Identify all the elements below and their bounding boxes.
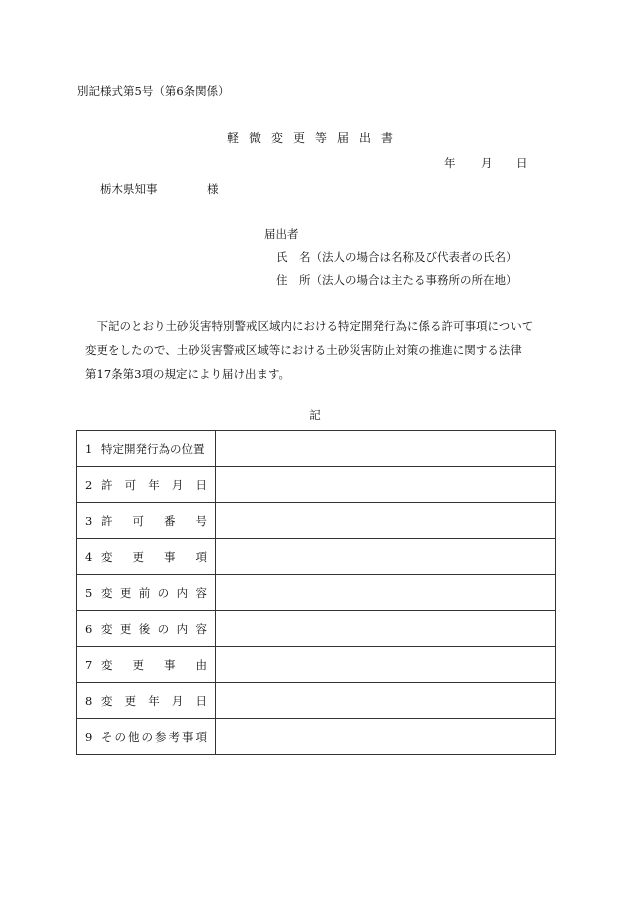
- table-row: [77, 539, 556, 575]
- table-row: [77, 719, 556, 755]
- applicant-address-line: 住 所（法人の場合は主たる事務所の所在地）: [276, 273, 518, 287]
- table-row: [77, 683, 556, 719]
- item-number: 5: [85, 585, 93, 600]
- body-paragraph: [85, 314, 555, 386]
- item-label-cell: [77, 539, 216, 575]
- table-row: [77, 575, 556, 611]
- item-label: 変 更 事 項: [101, 549, 207, 564]
- item-label: 許 可 番 号: [101, 513, 207, 528]
- item-label-cell: [77, 431, 216, 467]
- item-label: 変 更 後 の 内 容: [101, 621, 207, 636]
- item-value-field[interactable]: [216, 719, 556, 755]
- table-row: [77, 647, 556, 683]
- body-line-1: 下記のとおり土砂災害特別警戒区域内における特定開発行為に係る許可事項について: [85, 319, 534, 333]
- date-day-label: 日: [516, 156, 528, 170]
- item-label: 変 更 前 の 内 容: [101, 585, 207, 600]
- item-value-field[interactable]: [216, 575, 556, 611]
- item-value-field[interactable]: [216, 611, 556, 647]
- item-label-cell: [77, 719, 216, 755]
- table-row: [77, 467, 556, 503]
- item-number: 1: [85, 441, 93, 456]
- table-row: [77, 503, 556, 539]
- table-row: [77, 611, 556, 647]
- item-label: 許 可 年 月 日: [101, 477, 207, 492]
- item-label-cell: [77, 503, 216, 539]
- item-number: 3: [85, 513, 93, 528]
- item-number: 4: [85, 549, 93, 564]
- item-value-field[interactable]: [216, 467, 556, 503]
- item-value-field[interactable]: [216, 431, 556, 467]
- table-row: [77, 431, 556, 467]
- item-label-cell: [77, 575, 216, 611]
- item-value-field[interactable]: [216, 503, 556, 539]
- item-number: 7: [85, 657, 93, 672]
- item-label: そ の 他 の 参 考 事 項: [101, 729, 207, 744]
- body-line-2: 変更をしたので、土砂災害警戒区域等における土砂災害防止対策の推進に関する法律: [85, 343, 522, 357]
- item-label: 変 更 事 由: [101, 657, 207, 672]
- applicant-name-line: 氏 名（法人の場合は名称及び代表者の氏名）: [276, 250, 518, 264]
- item-label-cell: [77, 647, 216, 683]
- item-number: 2: [85, 477, 93, 492]
- date-month-label: 月: [481, 156, 493, 170]
- item-label-cell: [77, 683, 216, 719]
- document-title: 軽微変更等届出書: [226, 131, 403, 145]
- body-line-3: 第17条第3項の規定により届け出ます。: [85, 367, 291, 381]
- item-label-cell: [77, 611, 216, 647]
- form-number-label: 別記様式第5号（第6条関係）: [77, 84, 230, 98]
- items-table: [76, 430, 556, 755]
- item-value-field[interactable]: [216, 683, 556, 719]
- item-number: 6: [85, 621, 93, 636]
- record-heading: 記: [309, 408, 321, 422]
- item-label: 変 更 年 月 日: [101, 693, 207, 708]
- item-value-field[interactable]: [216, 539, 556, 575]
- addressee-suffix: 様: [207, 182, 219, 196]
- item-label: 特定開発行為の位置: [101, 441, 205, 456]
- date-year-label: 年: [444, 156, 456, 170]
- item-number: 8: [85, 693, 93, 708]
- item-value-field[interactable]: [216, 647, 556, 683]
- applicant-heading: 届出者: [264, 227, 299, 241]
- item-number: 9: [85, 729, 93, 744]
- item-label-cell: [77, 467, 216, 503]
- addressee-name: 栃木県知事: [100, 182, 158, 196]
